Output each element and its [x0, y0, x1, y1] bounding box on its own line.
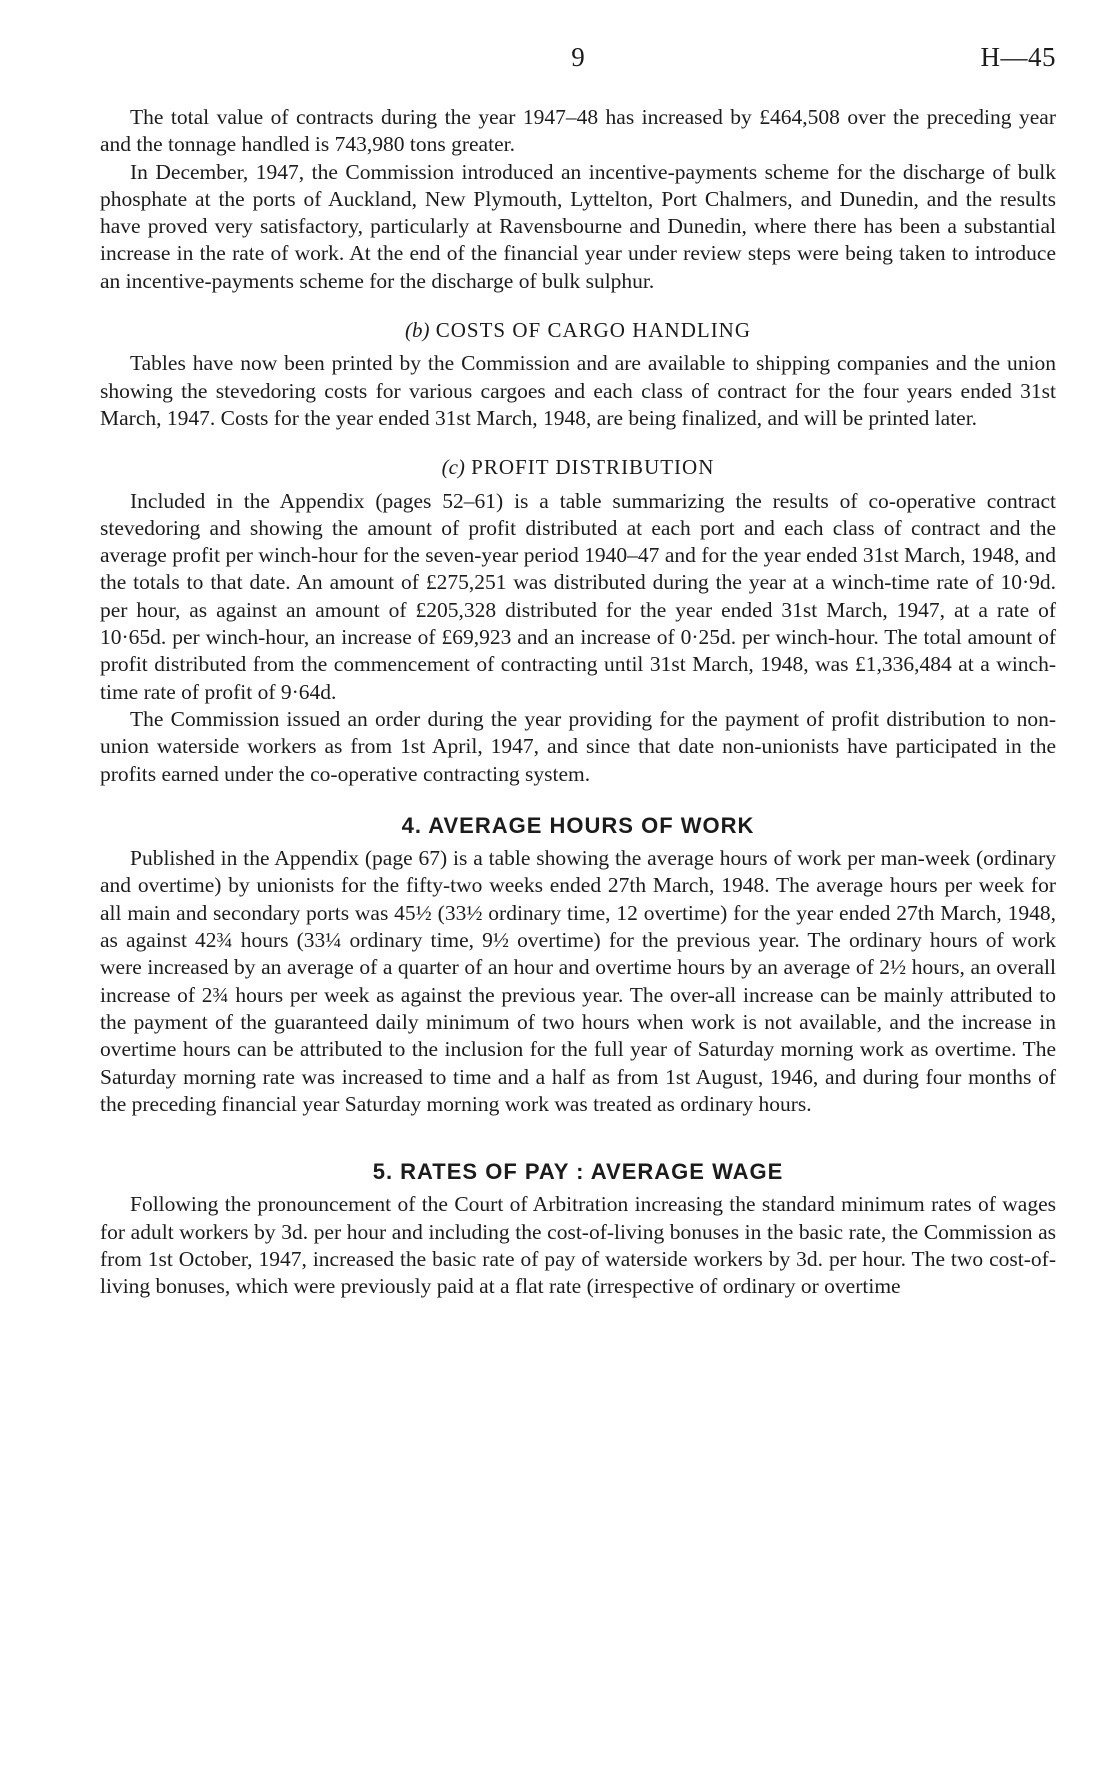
section-heading-average-hours: 4. AVERAGE HOURS OF WORK — [401, 812, 755, 838]
paragraph-costs-tables: Tables have now been printed by the Commission and are available to shipping companies and the union showing the stevedoring costs for various cargoes and each class of contract for the four years ended 31st March, 1947. Costs for the year ended 31st March, 1948, are being finalized, and will be printed later. — [100, 351, 1056, 430]
paragraph-non-union-profit: The Commission issued an order during the year providing for the payment of profit distribution to non-union waterside workers as from 1st April, 1947, and since that date non-unionists have participated in the profits earned under the co-operative contracting system. — [100, 706, 1056, 786]
document-reference: H—45 — [980, 42, 1056, 72]
paragraph-incentive-payments: In December, 1947, the Commission introduced an incentive-payments scheme for the discharge of bulk phosphate at the ports of Auckland, New Plymouth, Lyttelton, Port Chalmers, and Dunedin, and the results have proved very satisfactory, particularly at Ravensbourne and Dunedin, where there has been a substantial increase in the rate of work. At the end of the financial year under review steps were being taken to introduce an incentive-payments scheme for the discharge of bulk sulphur. — [100, 159, 1056, 293]
subsection-title: COSTS OF CARGO HANDLING — [435, 318, 752, 343]
page-number: 9 — [571, 42, 585, 72]
section-heading-rates-of-pay: 5. RATES OF PAY : AVERAGE WAGE — [372, 1159, 784, 1185]
subsection-title: PROFIT DISTRIBUTION — [471, 455, 715, 480]
paragraph-rates-of-pay: Following the pronouncement of the Court of Arbitration increasing the standard minimum rates of wages for adult workers by 3d. per hour and including the cost-of-living bonuses in the basic rate, the Commission as from 1st October, 1947, increased the basic rate of pay of waterside workers by 3d. per hour. The two cost-of-living bonuses, which were previously paid at a flat rate (irrespective of ordinary or overtime — [100, 1192, 1056, 1299]
page-header — [100, 38, 1056, 78]
paragraph-contract-value: The total value of contracts during the year 1947–48 has increased by £464,508 over the preceding year and the tonnage handled is 743,980 tons greater. — [100, 105, 1056, 157]
subsection-letter: (c) — [441, 455, 465, 480]
paragraph-profit-summary: Included in the Appendix (pages 52–61) is a table summarizing the results of co-operative contract stevedoring and showing the amount of profit distributed at each port and each class of contract and the average profit per winch-hour for the seven-year period 1940–47 and for the year ended 31st March, 1948, and the totals to that date. An amount of £275,251 was distributed during the year at a winch-time rate of 10·9d. per hour, as against an amount of £205,328 distributed for the year ended 31st March, 1947, at a rate of 10·65d. per winch-hour, an increase of £69,923 and an increase of 0·25d. per winch-hour. The total amount of profit distributed from the commencement of contracting until 31st March, 1948, was £1,336,484 at a winch-time rate of profit of 9·64d. — [100, 488, 1056, 704]
paragraph-average-hours: Published in the Appendix (page 67) is a table showing the average hours of work per man-week (ordinary and overtime) by unionists for the fifty-two weeks ended 27th March, 1948. The average hours per week for all main and secondary ports was 45½ (33½ ordinary time, 12 overtime) for the year ended 27th March, 1948, as against 42¾ hours (33¼ ordinary time, 9½ overtime) for the previous year. The ordinary hours of work were increased by an average of a quarter of an hour and overtime hours by an average of 2½ hours, an overall increase of 2¾ hours per week as against the previous year. The over-all increase can be mainly attributed to the payment of the guaranteed daily minimum of two hours when work is not available, and the increase in overtime hours can be attributed to the inclusion for the full year of Saturday morning work as overtime. The Saturday morning rate was increased to time and a half as from 1st August, 1946, and during four months of the preceding financial year Saturday morning work was treated as ordinary hours. — [100, 846, 1056, 1116]
subsection-heading-costs — [100, 317, 1056, 344]
subsection-letter: (b) — [404, 318, 430, 343]
page-body — [100, 104, 1056, 1301]
subsection-heading-profit — [100, 454, 1056, 481]
